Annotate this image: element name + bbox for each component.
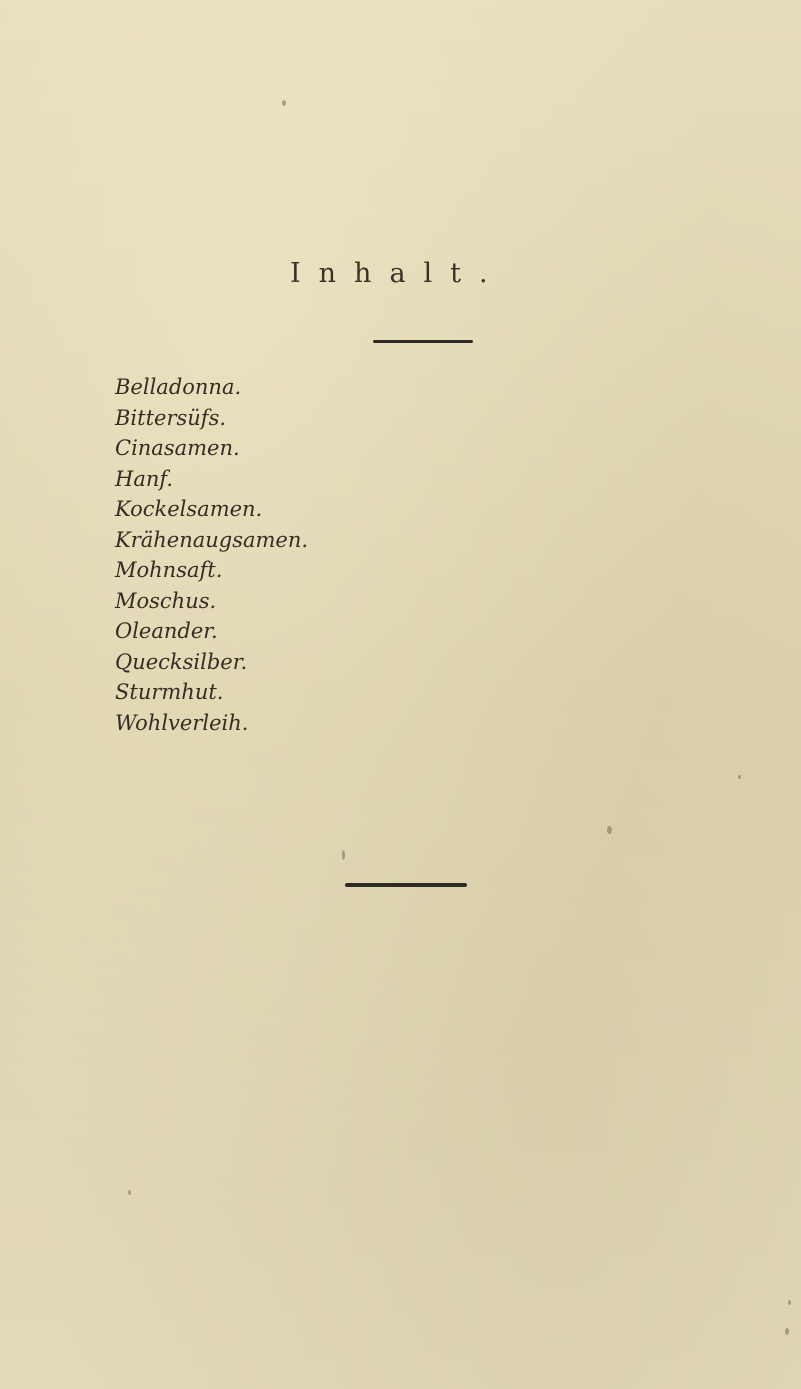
- contents-entry: Wohlverleih.: [115, 710, 249, 735]
- contents-entry: Belladonna.: [115, 375, 242, 399]
- paper-speck: [607, 826, 612, 834]
- page-title: Inhalt.: [290, 258, 506, 289]
- contents-entry: Kockelsamen.: [115, 497, 263, 521]
- contents-entry: Mohnsaft.: [115, 558, 223, 582]
- paper-speck: [128, 1190, 131, 1195]
- contents-list: [115, 372, 308, 738]
- paper-speck: [738, 775, 741, 779]
- contents-entry: Oleander.: [115, 619, 218, 643]
- contents-entry: Moschus.: [115, 588, 217, 613]
- contents-entry: Hanf.: [115, 466, 174, 491]
- contents-entry: Cinasamen.: [115, 436, 240, 460]
- contents-entry: Quecksilber.: [115, 649, 248, 674]
- paper-speck: [342, 850, 345, 860]
- paper-speck: [282, 100, 286, 106]
- contents-entry: Krähenaugsamen.: [115, 527, 309, 552]
- bottom-divider-rule: [345, 883, 467, 887]
- paper-speck: [788, 1300, 791, 1305]
- top-divider-rule: [373, 340, 473, 343]
- contents-entry: Bittersüfs.: [115, 405, 227, 430]
- paper-speck: [785, 1328, 789, 1335]
- contents-entry: Sturmhut.: [115, 680, 224, 704]
